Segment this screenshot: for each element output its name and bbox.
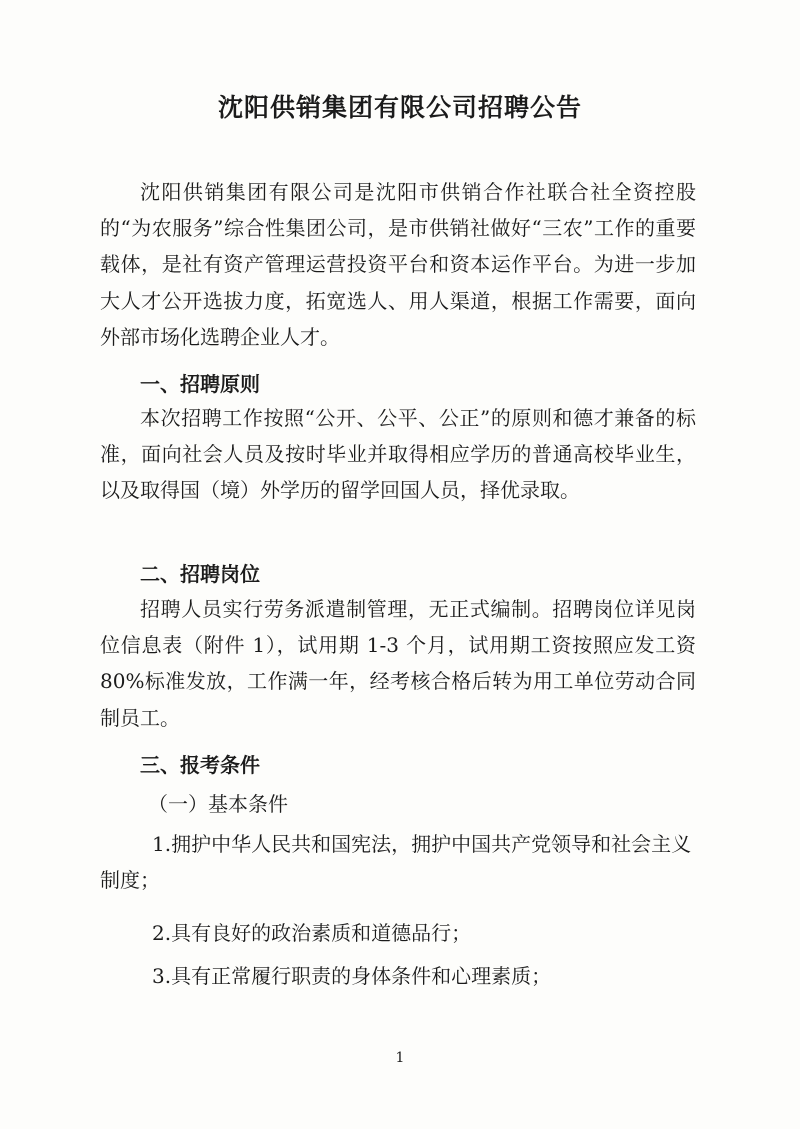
- section-text-principles: 本次招聘工作按照“公开、公平、公正”的原则和德才兼备的标准，面向社会人员及按时毕业并取得相应学历的普通高校毕业生，以及取得国（境）外学历的留学回国人员，择优录取。: [100, 406, 696, 503]
- list-item: 2.具有良好的政治素质和道德品行；: [152, 921, 472, 945]
- list-item: 3.具有正常履行职责的身体条件和心理素质；: [152, 964, 552, 988]
- page-number: 1: [395, 1050, 405, 1066]
- intro-paragraph: 沈阳供销集团有限公司是沈阳市供销合作社联合社全资控股的“为农服务”综合性集团公司，是市供销社做好“三农”工作的重要载体，是社有资产管理运营投资平台和资本运作平台。为进一步加大人才公开选拔力度，拓宽选人、用人渠道，根据工作需要，面向外部市场化选聘企业人才。: [100, 180, 696, 349]
- section-text-positions: 招聘人员实行劳务派遣制管理，无正式编制。招聘岗位详见岗位信息表（附件 1），试用期 1-3 个月，试用期工资按照应发工资 80%标准发放，工作满一年，经考核合格后转为用工单位劳动合同制员工。: [100, 597, 696, 730]
- section-heading-principles: 一、招聘原则: [140, 372, 260, 396]
- list-item: 1.拥护中华人民共和国宪法，拥护中国共产党领导和社会主义制度；: [100, 832, 692, 893]
- section-heading-positions: 二、招聘岗位: [140, 562, 260, 586]
- subsection-heading-basic: （一）基本条件: [148, 792, 288, 816]
- page-title: 沈阳供销集团有限公司招聘公告: [217, 93, 582, 122]
- section-heading-requirements: 三、报考条件: [140, 753, 260, 777]
